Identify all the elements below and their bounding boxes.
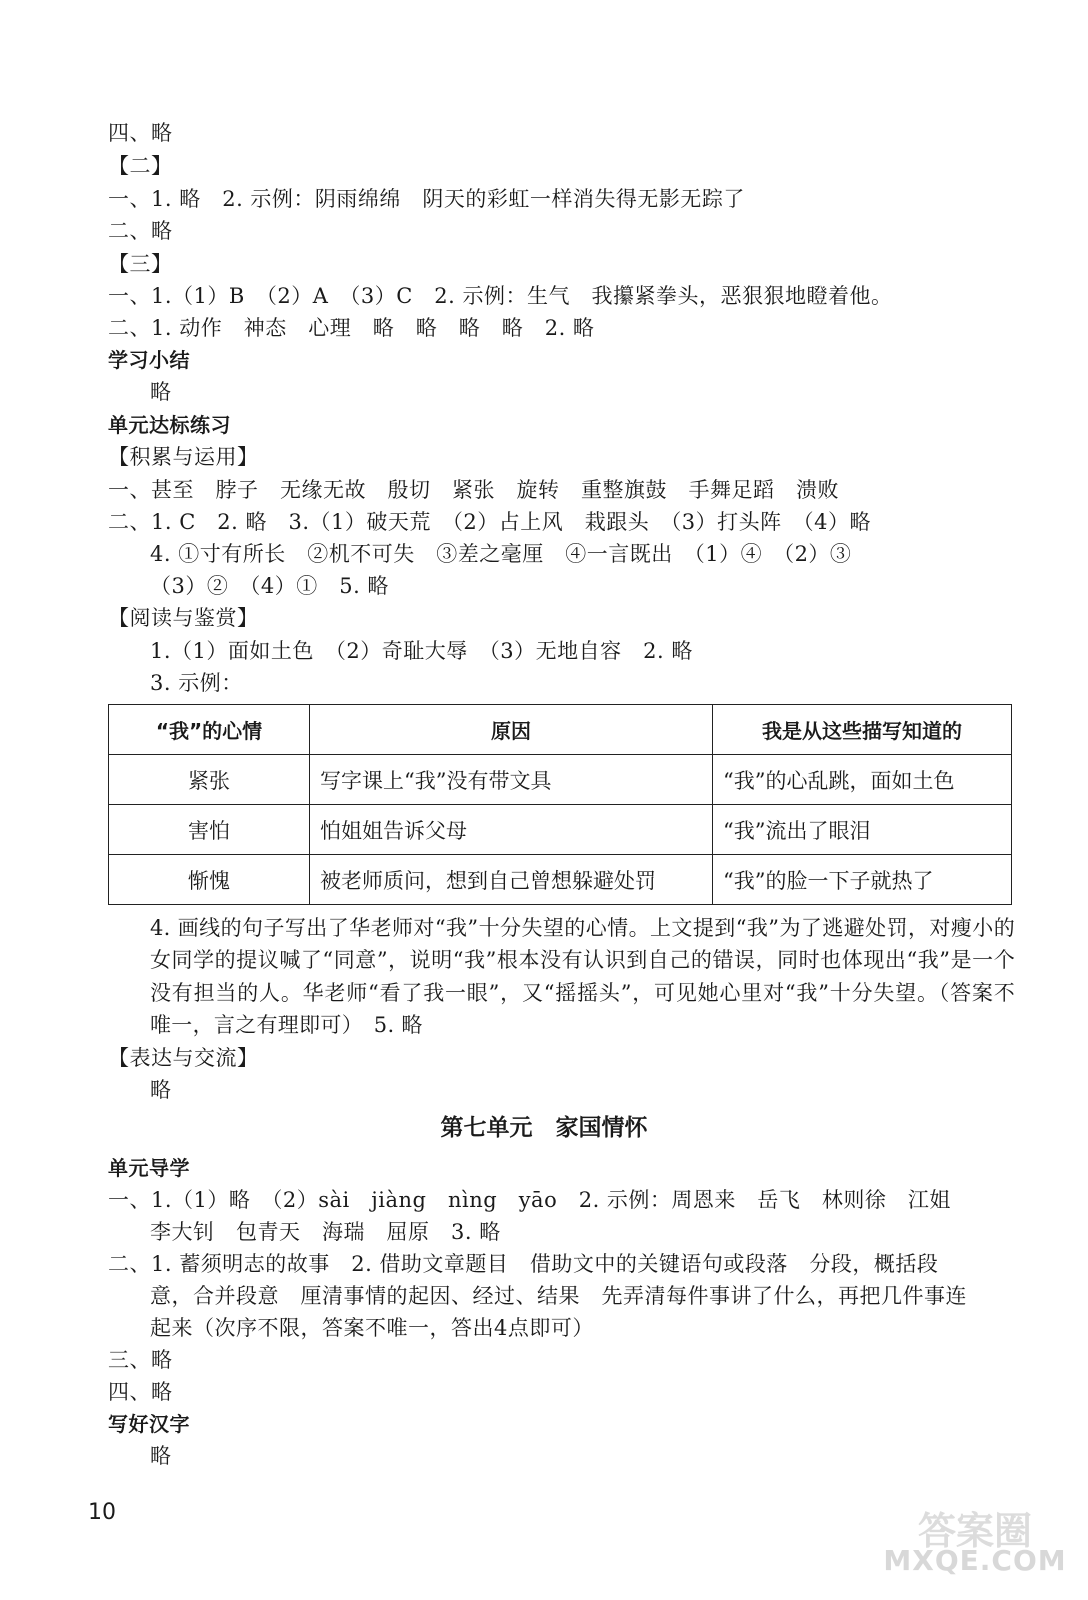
answer-line: 略	[150, 1444, 172, 1468]
subsection-heading: 学习小结	[108, 348, 190, 372]
answer-line: 二、1. 动作 神态 心理 略 略 略 略 2. 略	[108, 316, 595, 340]
answer-line: 二、略	[108, 219, 173, 243]
subsection-heading: 单元导学	[108, 1156, 190, 1180]
section-heading: 【三】	[108, 252, 173, 276]
watermark-text: MXQE.COM	[883, 1544, 1067, 1577]
table-cell: 害怕	[109, 805, 310, 855]
answer-line: 三、略	[108, 1348, 173, 1372]
answer-line: 二、1. C 2. 略 3.（1）破天荒 （2）占上风 栽跟头 （3）打头阵 （4）略	[108, 510, 871, 534]
table-header: “我”的心情	[109, 705, 310, 755]
table-row	[109, 805, 1012, 855]
answer-line: 4. ①寸有所长 ②机不可失 ③差之毫厘 ④一言既出 （1）④ （2）③	[150, 542, 852, 566]
answer-line: 四、略	[108, 1380, 173, 1404]
subsection-heading: 单元达标练习	[108, 413, 231, 437]
table-header: 原因	[310, 705, 713, 755]
section-heading: 【二】	[108, 154, 173, 178]
table-cell: “我”流出了眼泪	[713, 805, 1012, 855]
answer-line: 略	[150, 1078, 172, 1102]
watermark	[880, 1500, 1070, 1590]
table-cell: “我”的心乱跳，面如土色	[713, 755, 1012, 805]
answer-table	[108, 704, 1012, 905]
answer-line: 李大钊 包青天 海瑞 屈原 3. 略	[150, 1220, 501, 1244]
answer-line: 二、1. 蓄须明志的故事 2. 借助文章题目 借助文中的关键语句或段落 分段，概括段	[108, 1252, 939, 1276]
table-cell: 被老师质问，想到自己曾想躲避处罚	[310, 855, 713, 905]
answer-line: 一、1.（1）略 （2）sài jiàng nìng yāo 2. 示例：周恩来 岳飞 林则徐 江姐	[108, 1188, 951, 1212]
subsection-heading: 写好汉字	[108, 1412, 190, 1436]
table-cell: 惭愧	[109, 855, 310, 905]
page-number: 10	[88, 1500, 116, 1525]
table-row	[109, 755, 1012, 805]
answer-line: 一、甚至 脖子 无缘无故 殷切 紧张 旋转 重整旗鼓 手舞足蹈 溃败	[108, 478, 839, 502]
section-heading: 【阅读与鉴赏】	[108, 606, 259, 630]
answer-line: 意，合并段意 厘清事情的起因、经过、结果 先弄清每件事讲了什么，再把几件事连	[150, 1284, 967, 1308]
answer-paragraph: 4. 画线的句子写出了华老师对“我”十分失望的心情。上文提到“我”为了逃避处罚，对瘦小的女同学的提议喊了“同意”，说明“我”根本没有认识到自己的错误，同时也体现出“我”是一个没有担当的人。华老师“看了我一眼”，又“摇摇头”，可见她心里对“我”十分失望。（答案不唯一，言之有理即可） 5. 略	[150, 916, 1015, 1038]
table-cell: “我”的脸一下子就热了	[713, 855, 1012, 905]
table-header: 我是从这些描写知道的	[713, 705, 1012, 755]
table-cell: 写字课上“我”没有带文具	[310, 755, 713, 805]
table-cell: 怕姐姐告诉父母	[310, 805, 713, 855]
answer-line: 一、1.（1）B （2）A （3）C 2. 示例：生气 我攥紧拳头，恶狠狠地瞪着他。	[108, 284, 893, 308]
answer-line: 四、略	[108, 121, 173, 145]
answer-line: 略	[150, 380, 172, 404]
answer-line: （3）② （4）① 5. 略	[150, 574, 389, 598]
table-cell: 紧张	[109, 755, 310, 805]
table-row	[109, 855, 1012, 905]
answer-line: 起来（次序不限，答案不唯一，答出4点即可）	[150, 1316, 594, 1340]
answer-line: 1.（1）面如土色 （2）奇耻大辱 （3）无地自容 2. 略	[150, 639, 693, 663]
section-heading: 【表达与交流】	[108, 1046, 259, 1070]
watermark-logo: 答案圈	[917, 1509, 1032, 1553]
unit-title: 第七单元 家国情怀	[440, 1115, 648, 1141]
table-header-row	[109, 705, 1012, 755]
section-heading: 【积累与运用】	[108, 445, 259, 469]
answer-line: 3. 示例：	[150, 671, 243, 695]
answer-line: 一、1. 略 2. 示例：阴雨绵绵 阴天的彩虹一样消失得无影无踪了	[108, 187, 745, 211]
